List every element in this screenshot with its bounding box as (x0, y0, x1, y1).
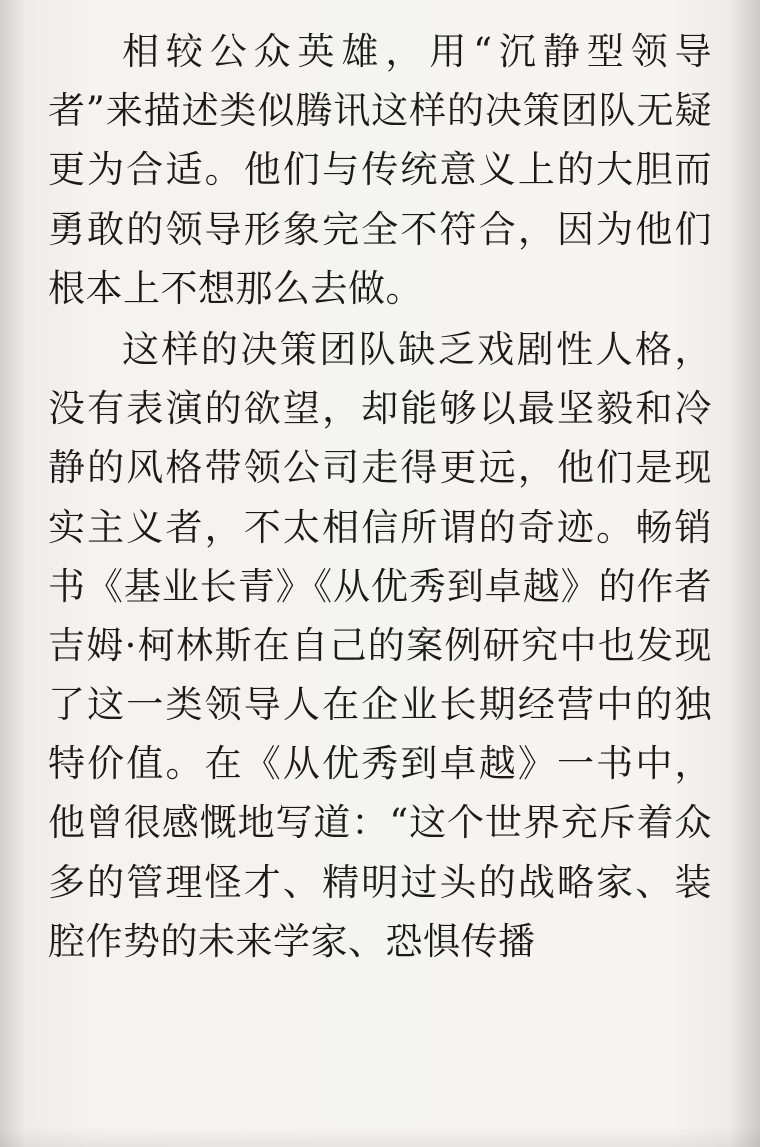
page-left-shadow (0, 0, 26, 1147)
page-text-body (48, 22, 712, 971)
paragraph-2: 这样的决策团队缺乏戏剧性人格，没有表演的欲望，却能够以最坚毅和冷静的风格带领公司走得更远，他们是现实主义者，不太相信所谓的奇迹。畅销书《基业长青》《从优秀到卓越》的作者吉姆·柯林斯在自己的案例研究中也发现了这一类领导人在企业长期经营中的独特价值。在《从优秀到卓越》一书中，他曾很感慨地写道：“这个世界充斥着众多的管理怪才、精明过头的战略家、装腔作势的未来学家、恐惧传播 (48, 327, 712, 963)
paragraph-1: 相较公众英雄，用“沉静型领导者”来描述类似腾讯这样的决策团队无疑更为合适。他们与传统意义上的大胆而勇敢的领导形象完全不符合，因为他们根本上不想那么去做。 (48, 30, 712, 310)
page-bottom-shadow (0, 1127, 760, 1147)
page-right-shadow (730, 0, 760, 1147)
